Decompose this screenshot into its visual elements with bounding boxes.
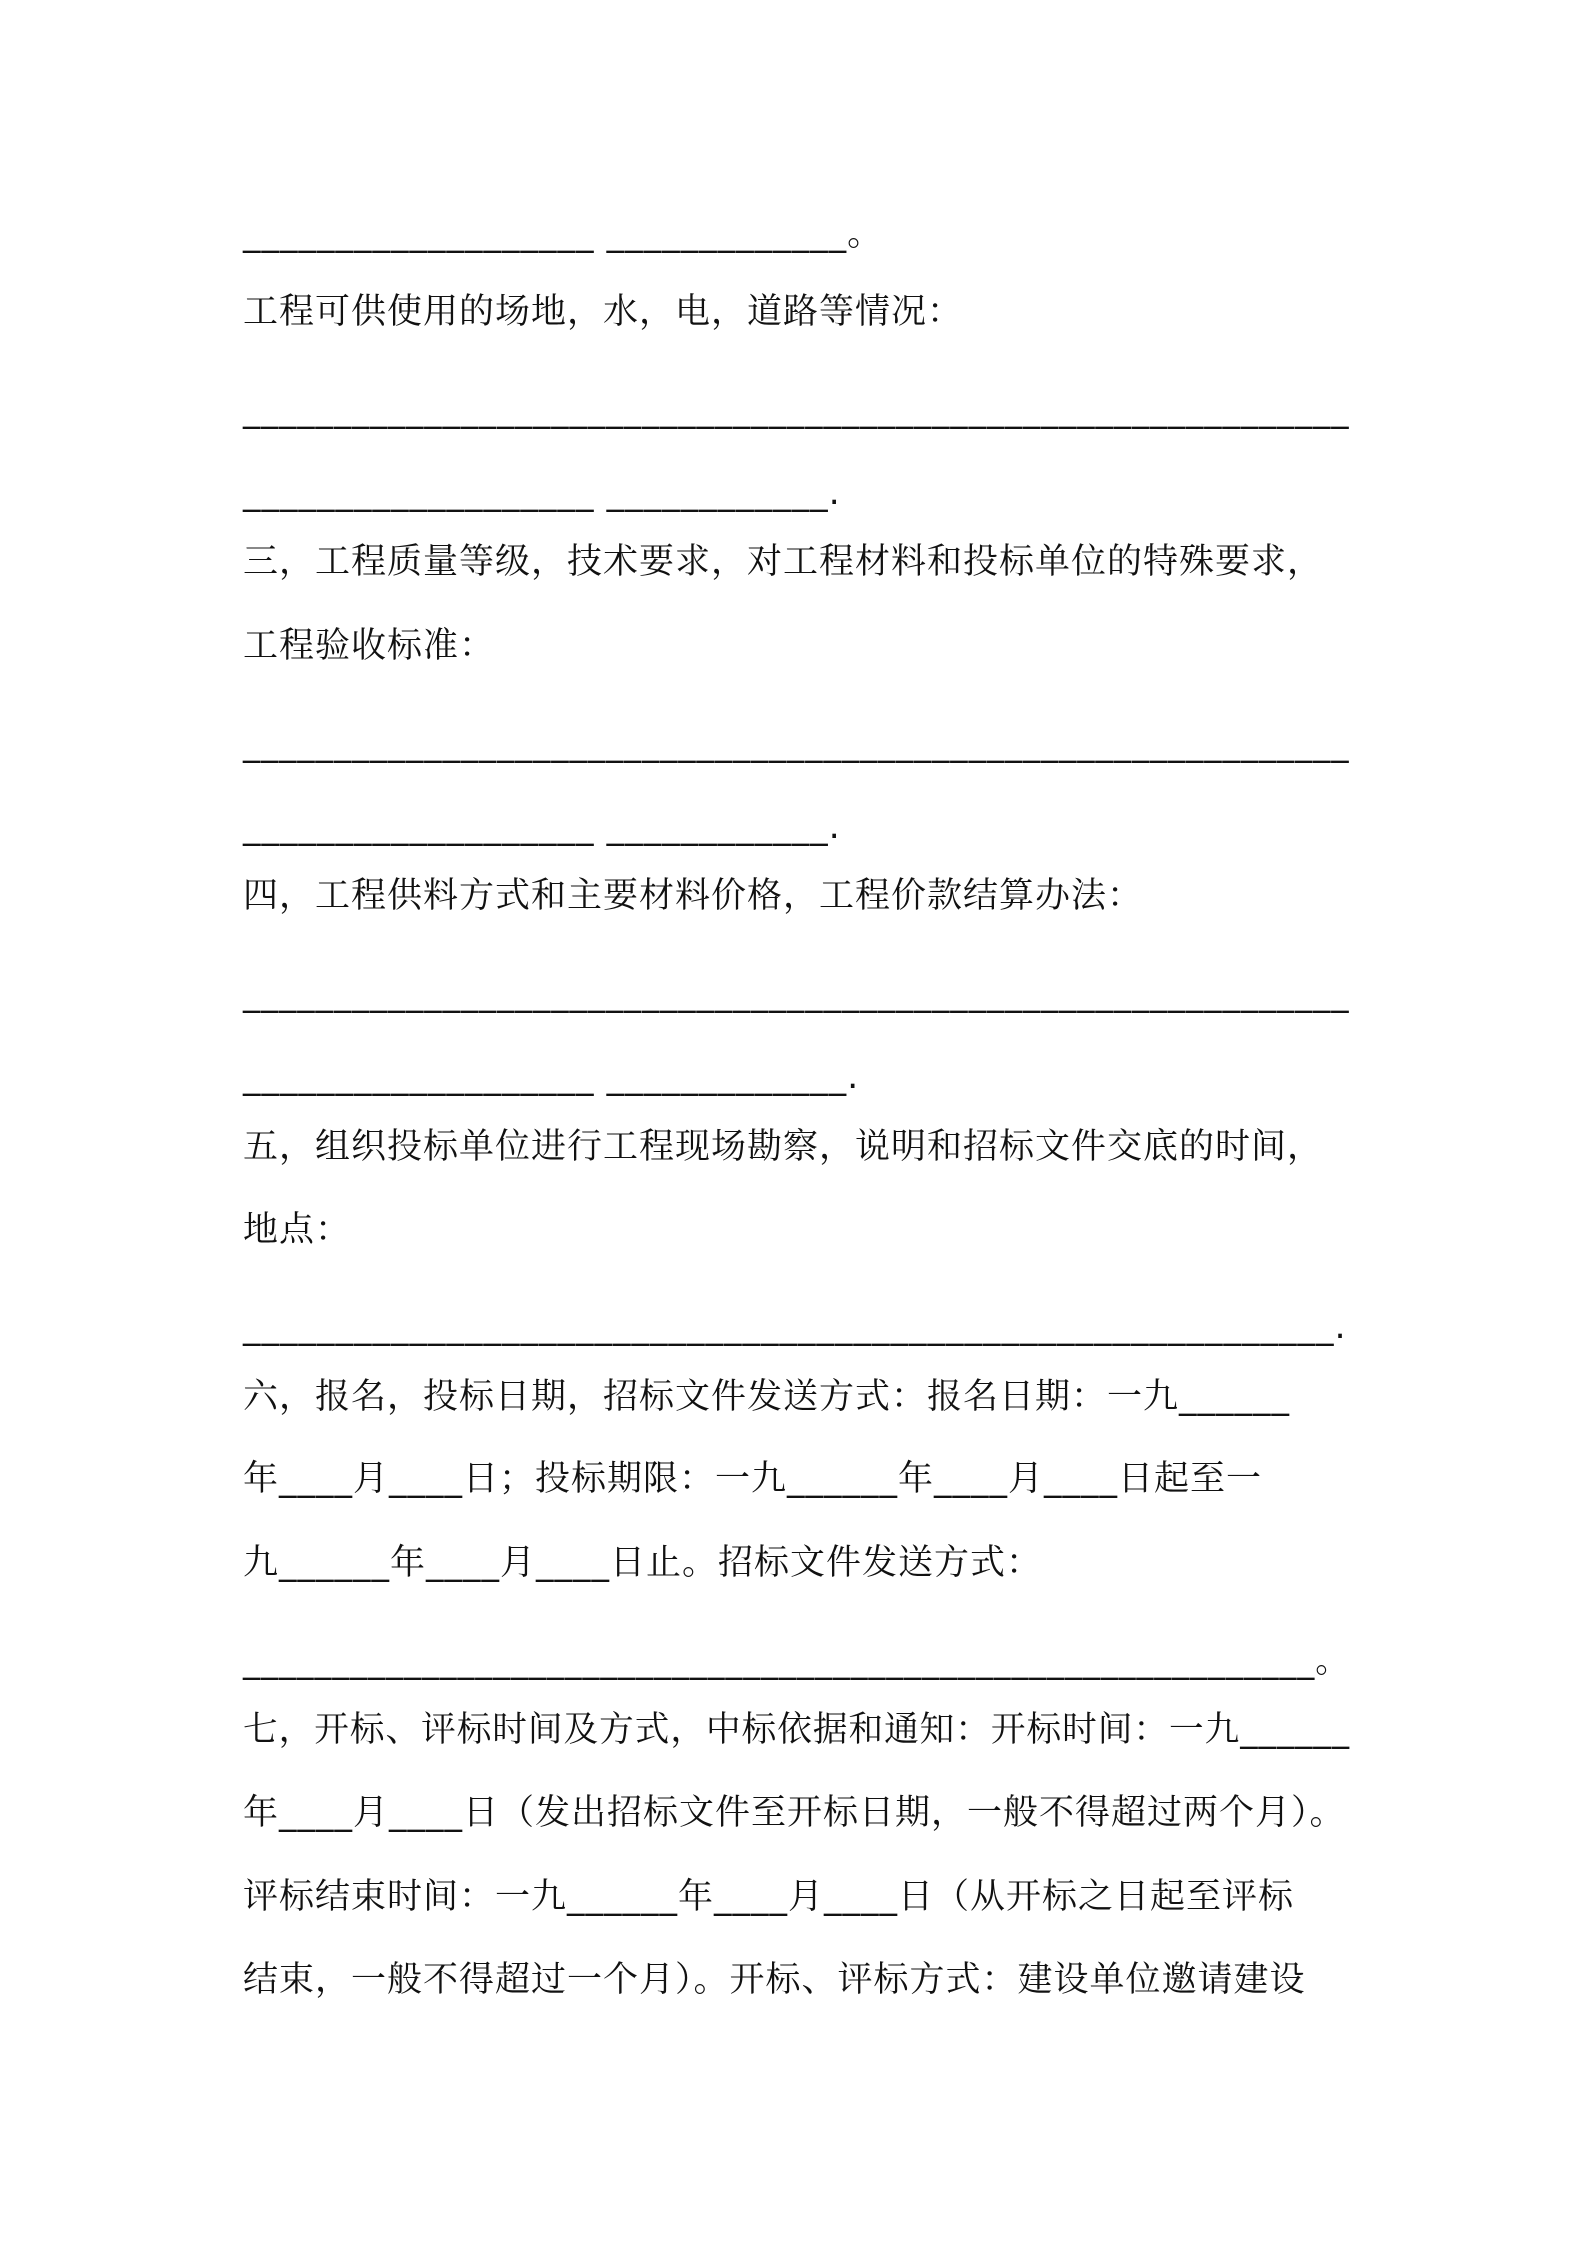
blank-line: _____________________________________________________________	[243, 390, 1350, 430]
blank-line: ____________________________________________________________。	[243, 1641, 1351, 1681]
section-7-line-3: 评标结束时间：一九______年____月____日（从开标之日起至评标	[243, 1877, 1295, 1917]
blank-line: ___________________ _____________。	[243, 214, 884, 254]
blank-line: ___________________ _____________.	[243, 1057, 860, 1097]
section-7-heading: 七，开标、评标时间及方式，中标依据和通知：开标时间：一九______	[243, 1710, 1351, 1750]
section-5-heading: 五，组织投标单位进行工程现场勘察，说明和招标文件交底的时间，	[243, 1127, 1324, 1167]
section-4-heading: 四，工程供料方式和主要材料价格，工程价款结算办法：	[243, 876, 1144, 916]
section-3-heading: 三，工程质量等级，技术要求，对工程材料和投标单位的特殊要求，	[243, 542, 1324, 582]
section-6-heading: 六，报名，投标日期，招标文件发送方式：报名日期：一九______	[243, 1377, 1291, 1417]
section-5-heading-cont: 地点：	[243, 1210, 352, 1250]
section-6-line-3: 九______年____月____日止。招标文件发送方式：	[243, 1543, 1043, 1583]
blank-line: ___________________ ____________.	[243, 473, 841, 513]
section-7-line-2: 年____月____日（发出招标文件至开标日期，一般不得超过两个月）。	[243, 1793, 1346, 1833]
blank-line: ___________________________________________________________.	[243, 1307, 1347, 1347]
item-site-conditions: 工程可供使用的场地，水，电，道路等情况：	[243, 292, 964, 332]
section-6-line-2: 年____月____日；投标期限：一九______年____月____日起至一	[243, 1459, 1263, 1499]
section-7-line-4: 结束，一般不得超过一个月）。开标、评标方式：建设单位邀请建设	[243, 1960, 1306, 2000]
blank-line: ___________________ ____________.	[243, 807, 841, 847]
blank-line: _____________________________________________________________	[243, 974, 1350, 1014]
blank-line: _____________________________________________________________	[243, 724, 1350, 764]
section-3-heading-cont: 工程验收标准：	[243, 626, 496, 666]
